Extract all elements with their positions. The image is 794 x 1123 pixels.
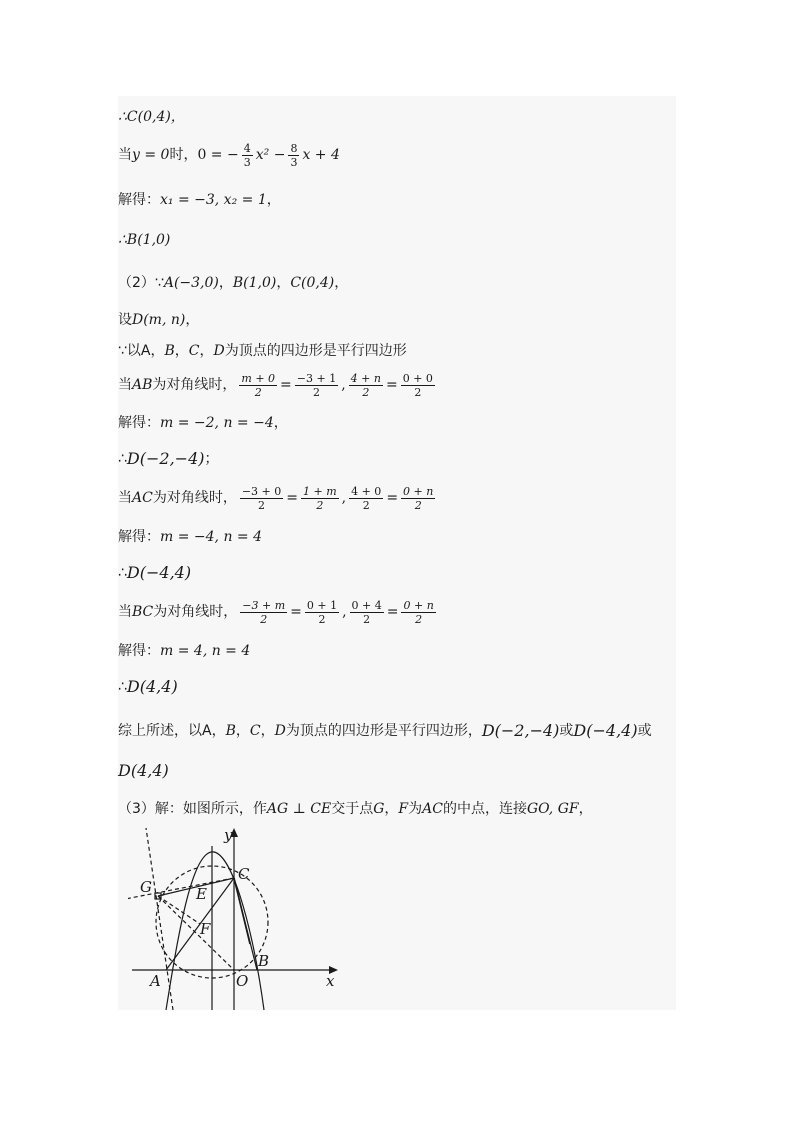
math: D(m, n) <box>132 312 186 328</box>
math: = <box>385 377 398 393</box>
label-y: y <box>224 826 233 844</box>
math: B(1,0) <box>232 275 277 291</box>
line-solve-bc <box>118 636 250 666</box>
fraction <box>401 599 435 626</box>
label-x: x <box>326 972 335 990</box>
text: 解得： <box>118 643 160 659</box>
denominator: 3 <box>243 155 251 169</box>
text: ， <box>218 275 233 291</box>
text: 为对角线时， <box>153 604 238 620</box>
text: ∴ <box>118 565 127 581</box>
numerator: 4 <box>243 141 251 155</box>
text: ， <box>260 723 275 739</box>
line-d-result-3 <box>118 672 178 702</box>
numerator: 0 + 0 <box>402 371 433 385</box>
math: GO, GF <box>526 801 579 817</box>
math: = <box>280 377 292 393</box>
fraction <box>401 485 435 512</box>
text: 当 <box>118 147 132 163</box>
math: F <box>398 801 409 817</box>
fraction <box>349 485 383 512</box>
fraction <box>288 142 299 169</box>
line-gf <box>158 896 200 924</box>
denominator: 2 <box>316 498 324 512</box>
math: , <box>341 377 346 393</box>
math: = <box>386 490 399 506</box>
math: = <box>290 604 302 620</box>
denominator: 2 <box>258 498 266 512</box>
math: D(−2,−4) <box>481 721 560 740</box>
math: ∴B(1,0) <box>118 232 171 248</box>
line-let-d <box>118 305 199 335</box>
numerator: 4 + n <box>350 371 381 385</box>
label-e: E <box>196 885 207 903</box>
text: ， <box>185 312 200 328</box>
line-c-tangent <box>234 878 250 944</box>
math: x² − <box>255 147 286 163</box>
geometry-figure <box>128 826 358 1010</box>
math: D(−4,4) <box>573 721 638 740</box>
line-case-ac <box>118 483 438 513</box>
math: y = 0 <box>132 147 170 163</box>
denominator: 2 <box>254 385 262 399</box>
text: ， <box>334 275 349 291</box>
denominator: 2 <box>363 612 371 626</box>
solution-panel <box>118 96 676 1010</box>
line-summary <box>118 716 652 746</box>
label-o: O <box>236 972 249 990</box>
math: AB <box>132 377 153 393</box>
math: m = −4, n = 4 <box>160 529 262 545</box>
denominator: 2 <box>415 612 423 626</box>
numerator: 0 + 4 <box>351 598 382 612</box>
math: G <box>373 801 385 817</box>
math: AC <box>132 490 153 506</box>
text: ， <box>273 415 288 431</box>
fraction <box>305 599 339 626</box>
text: 的中点，连接 <box>442 801 527 817</box>
math: D <box>213 343 225 359</box>
math: D(−4,4) <box>126 563 192 582</box>
text: ， <box>199 343 214 359</box>
math: C <box>188 343 200 359</box>
numerator: −3 + 1 <box>296 371 337 385</box>
denominator: 2 <box>313 385 320 399</box>
text: 或 <box>559 723 574 739</box>
text: 为顶点的四边形是平行四边形， <box>285 723 482 739</box>
line-parallelogram <box>118 336 407 366</box>
line-case-ab <box>118 370 438 400</box>
text: ∵以A， <box>118 343 165 359</box>
numerator: 1 + m <box>303 484 337 498</box>
text: ， <box>578 801 593 817</box>
math: AC <box>422 801 443 817</box>
text: 解得： <box>118 415 160 431</box>
text: ∴ <box>118 451 127 467</box>
fraction <box>349 372 383 399</box>
denominator: 2 <box>260 612 268 626</box>
line-c-point <box>118 102 185 132</box>
line-solve-ab <box>118 408 288 438</box>
label-f: F <box>200 920 211 938</box>
text: 时， <box>169 147 198 163</box>
math: m = −2, n = −4 <box>160 415 274 431</box>
math: = <box>386 604 399 620</box>
label-b: B <box>258 952 270 970</box>
text: 解得： <box>118 529 160 545</box>
text: ， <box>174 343 189 359</box>
numerator: 0 + n <box>403 598 434 612</box>
denominator: 3 <box>290 155 298 169</box>
text: 为对角线时， <box>152 377 237 393</box>
fraction <box>401 372 435 399</box>
label-a: A <box>150 972 161 990</box>
math: AG ⊥ CE <box>266 801 332 817</box>
math: x + 4 <box>302 147 340 163</box>
text: 为顶点的四边形是平行四边形 <box>224 343 407 359</box>
text: ∴ <box>118 679 127 695</box>
text: ， <box>384 801 399 817</box>
numerator: m + 0 <box>241 371 276 385</box>
text: 交于点 <box>331 801 374 817</box>
text: 当 <box>118 377 132 393</box>
line-case-bc <box>118 597 439 627</box>
math: 0 = − <box>197 147 239 163</box>
text: 或 <box>637 723 652 739</box>
math: = <box>286 490 298 506</box>
fraction <box>295 372 338 399</box>
text: 为 <box>408 801 423 817</box>
numerator: 4 + 0 <box>351 484 382 498</box>
numerator: 0 + n <box>403 484 434 498</box>
fraction <box>350 599 384 626</box>
text: 为对角线时， <box>152 490 237 506</box>
line-y-zero <box>118 140 340 170</box>
fraction <box>240 485 283 512</box>
numerator: 0 + 1 <box>306 598 338 612</box>
math: D(−2,−4) <box>126 449 205 468</box>
math: D(4,4) <box>126 677 178 696</box>
text: （2）∵ <box>118 275 164 291</box>
fraction <box>301 485 339 512</box>
math: A(−3,0) <box>163 275 219 291</box>
text: ， <box>266 192 281 208</box>
denominator: 2 <box>414 385 422 399</box>
denominator: 2 <box>414 498 422 512</box>
label-g: G <box>140 878 152 896</box>
text: ， <box>276 275 291 291</box>
text: 当 <box>118 490 132 506</box>
math: x₁ = −3, x₂ = 1 <box>160 192 267 208</box>
denominator: 2 <box>362 385 370 399</box>
label-c: C <box>238 865 250 883</box>
text: ， <box>235 723 250 739</box>
line-solve-ac <box>118 522 262 552</box>
line-d-result-2 <box>118 558 191 588</box>
denominator: 2 <box>362 498 370 512</box>
math: B <box>164 343 175 359</box>
line-b-point <box>118 225 170 255</box>
math: m = 4, n = 4 <box>160 643 251 659</box>
text: ∴C(0,4)， <box>118 109 185 125</box>
math: B <box>225 723 236 739</box>
math: C <box>249 723 261 739</box>
math: D(4,4) <box>118 761 169 780</box>
text: 当 <box>118 604 132 620</box>
denominator: 2 <box>318 612 326 626</box>
math: C(0,4) <box>290 275 335 291</box>
numerator: 8 <box>290 141 298 155</box>
text: ； <box>204 451 219 467</box>
fraction <box>242 142 253 169</box>
math: , <box>341 490 347 506</box>
line-summary-cont <box>118 756 169 786</box>
line-solve-roots <box>118 185 281 215</box>
fraction <box>239 372 277 399</box>
line-part2-given <box>118 268 348 298</box>
text: 解得： <box>118 192 160 208</box>
text: 综上所述，以A， <box>118 723 226 739</box>
fraction <box>240 599 287 626</box>
line-part3 <box>118 794 593 824</box>
text: （3）解：如图所示，作 <box>118 801 267 817</box>
line-d-result-1 <box>118 444 219 474</box>
math: D <box>274 723 286 739</box>
numerator: −3 + m <box>242 598 286 612</box>
numerator: −3 + 0 <box>241 484 282 498</box>
math: , <box>342 604 347 620</box>
text: 设 <box>118 312 132 328</box>
math: BC <box>132 604 154 620</box>
